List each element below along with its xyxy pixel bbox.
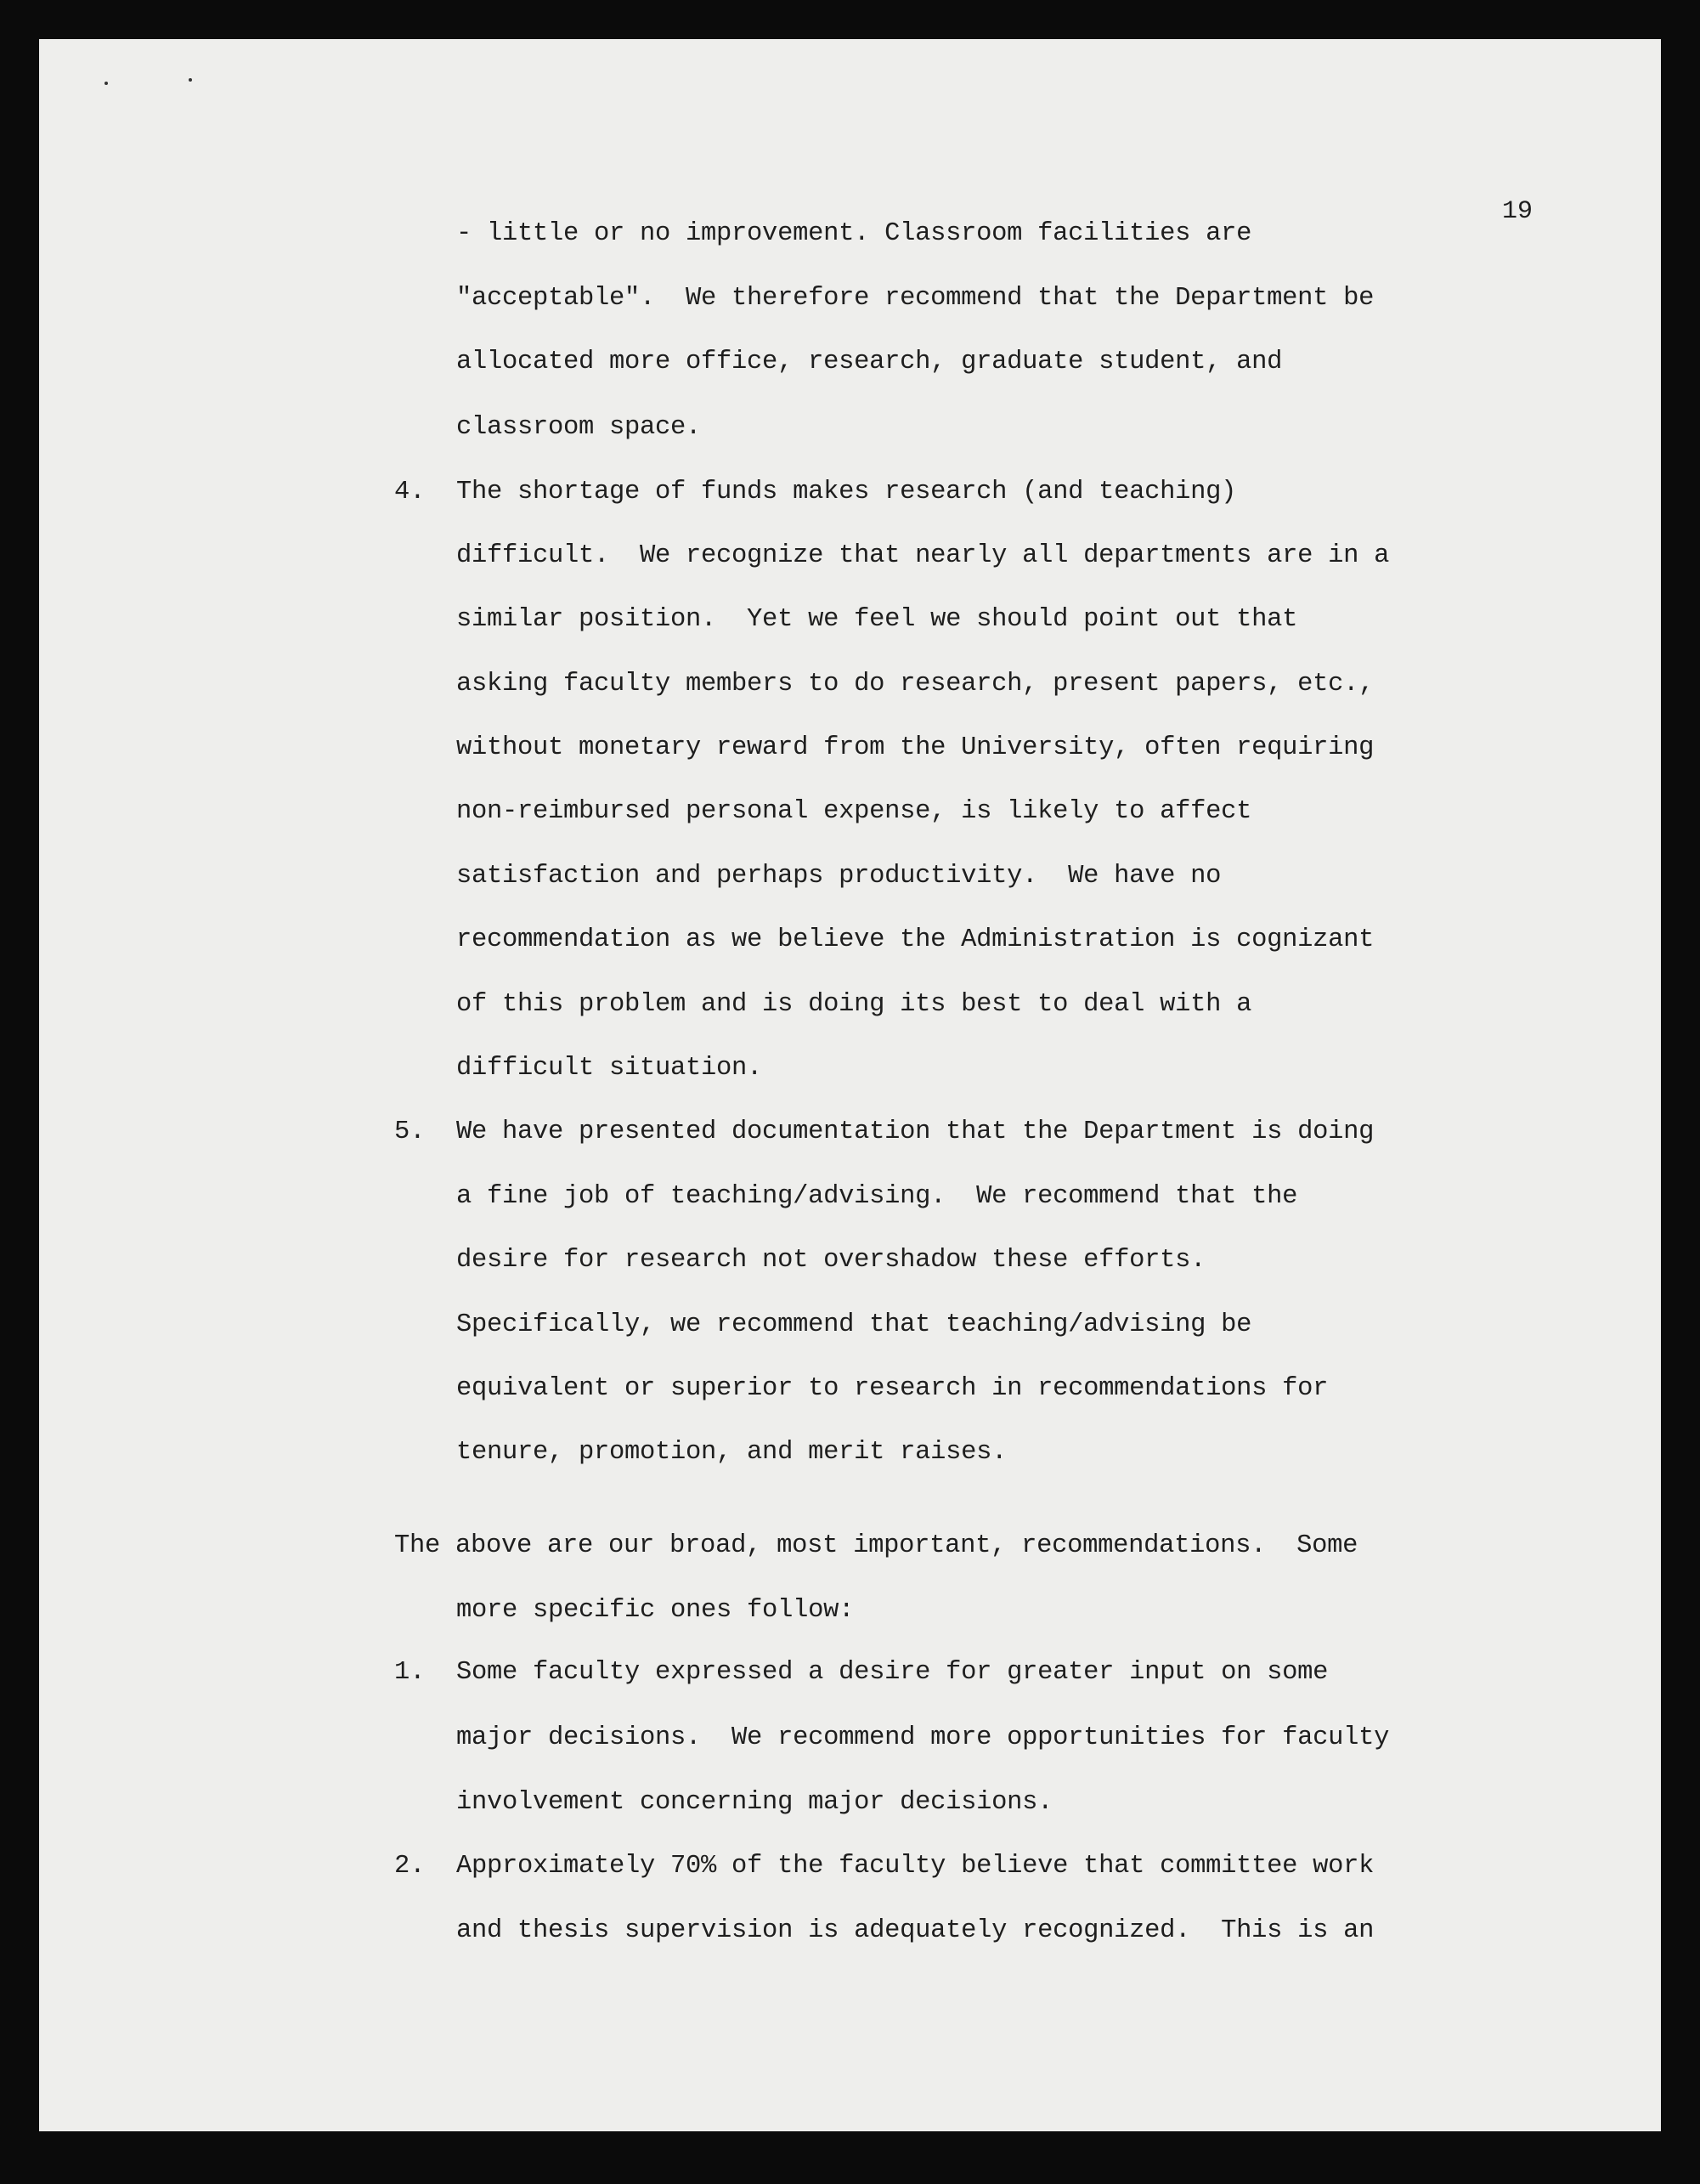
text-line: similar position. Yet we feel we should point out that (456, 605, 1298, 634)
text-line: a fine job of teaching/advising. We recommend that the (456, 1182, 1298, 1211)
text-line: major decisions. We recommend more opportunities for faculty (456, 1723, 1390, 1752)
text-line: The above are our broad, most important, recommendations. Some (394, 1531, 1358, 1560)
text-line: Specifically, we recommend that teaching/advising be (456, 1310, 1252, 1339)
text-line: more specific ones follow: (456, 1596, 855, 1625)
text-line: We have presented documentation that the Department is doing (456, 1117, 1375, 1146)
text-line: allocated more office, research, graduate student, and (456, 348, 1283, 376)
text-line: without monetary reward from the University, often requiring (456, 733, 1375, 762)
text-line: "acceptable". We therefore recommend that the Department be (456, 284, 1375, 313)
list-number: 2. (394, 1852, 426, 1881)
list-number: 5. (394, 1117, 426, 1146)
text-line: of this problem and is doing its best to deal with a (456, 990, 1252, 1019)
text-line: difficult. We recognize that nearly all departments are in a (456, 541, 1390, 570)
text-line: desire for research not overshadow these efforts. (456, 1246, 1206, 1275)
text-line: satisfaction and perhaps productivity. We have no (456, 862, 1222, 891)
text-line: equivalent or superior to research in recommendations for (456, 1374, 1329, 1403)
speck (189, 78, 192, 82)
list-number: 4. (394, 478, 426, 506)
text-line: non-reimbursed personal expense, is likely to affect (456, 797, 1252, 826)
text-line: and thesis supervision is adequately recognized. This is an (456, 1916, 1375, 1945)
text-line: Approximately 70% of the faculty believe that committee work (456, 1852, 1375, 1881)
document-page (39, 39, 1661, 2131)
text-line: classroom space. (456, 413, 702, 442)
list-number: 1. (394, 1658, 426, 1687)
text-line: tenure, promotion, and merit raises. (456, 1438, 1008, 1467)
text-line: asking faculty members to do research, present papers, etc., (456, 670, 1375, 699)
speck (104, 82, 108, 85)
text-line: - little or no improvement. Classroom facilities are (456, 219, 1252, 248)
text-line: involvement concerning major decisions. (456, 1788, 1053, 1817)
text-line: Some faculty expressed a desire for greater input on some (456, 1658, 1329, 1687)
text-line: The shortage of funds makes research (and teaching) (456, 478, 1237, 506)
text-line: difficult situation. (456, 1054, 763, 1083)
page-number: 19 (1502, 197, 1533, 226)
text-line: recommendation as we believe the Administration is cognizant (456, 925, 1375, 954)
